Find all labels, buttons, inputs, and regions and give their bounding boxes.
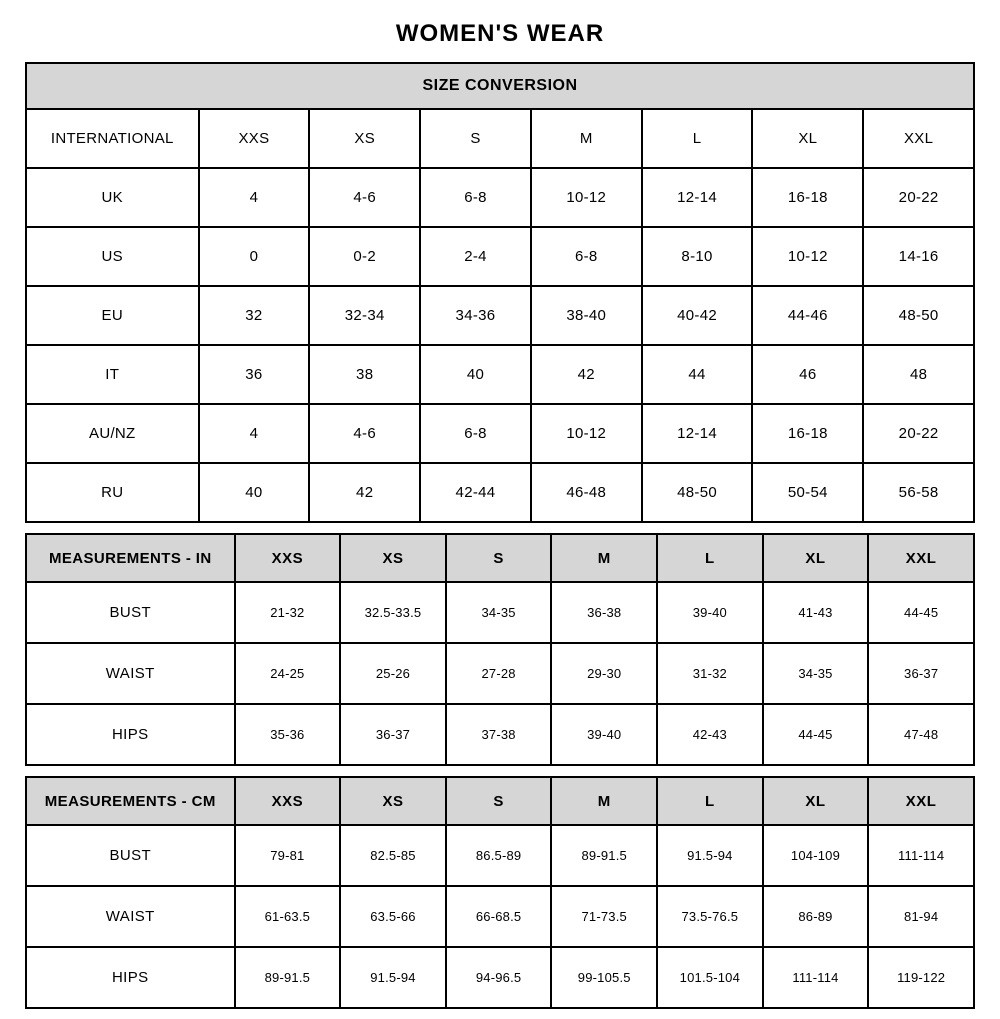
value-cell: 37-38 xyxy=(446,704,552,765)
table-row xyxy=(26,886,974,947)
size-conversion-body xyxy=(26,109,974,522)
value-cell: 2-4 xyxy=(420,227,531,286)
table-row xyxy=(26,345,974,404)
size-column-header: XL xyxy=(752,109,863,168)
value-cell: 14-16 xyxy=(863,227,974,286)
size-column-header: XS xyxy=(340,777,446,825)
value-cell: 79-81 xyxy=(235,825,341,886)
value-cell: 56-58 xyxy=(863,463,974,522)
value-cell: 42-43 xyxy=(657,704,763,765)
value-cell: 94-96.5 xyxy=(446,947,552,1008)
size-column-header: M xyxy=(531,109,642,168)
value-cell: 27-28 xyxy=(446,643,552,704)
value-cell: 44-46 xyxy=(752,286,863,345)
row-label: WAIST xyxy=(26,643,235,704)
value-cell: 34-36 xyxy=(420,286,531,345)
value-cell: 119-122 xyxy=(868,947,974,1008)
value-cell: 42-44 xyxy=(420,463,531,522)
size-column-header: XL xyxy=(763,777,869,825)
value-cell: 47-48 xyxy=(868,704,974,765)
value-cell: 50-54 xyxy=(752,463,863,522)
value-cell: 6-8 xyxy=(531,227,642,286)
row-label: RU xyxy=(26,463,199,522)
value-cell: 73.5-76.5 xyxy=(657,886,763,947)
row-label: WAIST xyxy=(26,886,235,947)
value-cell: 6-8 xyxy=(420,168,531,227)
value-cell: 6-8 xyxy=(420,404,531,463)
value-cell: 4 xyxy=(199,404,310,463)
value-cell: 16-18 xyxy=(752,168,863,227)
value-cell: 35-36 xyxy=(235,704,341,765)
row-label: AU/NZ xyxy=(26,404,199,463)
value-cell: 8-10 xyxy=(642,227,753,286)
value-cell: 89-91.5 xyxy=(235,947,341,1008)
value-cell: 101.5-104 xyxy=(657,947,763,1008)
size-column-header: XXL xyxy=(868,534,974,582)
value-cell: 32 xyxy=(199,286,310,345)
value-cell: 42 xyxy=(309,463,420,522)
value-cell: 42 xyxy=(531,345,642,404)
value-cell: 29-30 xyxy=(551,643,657,704)
row-label: HIPS xyxy=(26,947,235,1008)
value-cell: 32.5-33.5 xyxy=(340,582,446,643)
value-cell: 63.5-66 xyxy=(340,886,446,947)
value-cell: 86.5-89 xyxy=(446,825,552,886)
size-column-header: L xyxy=(642,109,753,168)
value-cell: 82.5-85 xyxy=(340,825,446,886)
value-cell: 39-40 xyxy=(551,704,657,765)
value-cell: 4-6 xyxy=(309,168,420,227)
table-row xyxy=(26,582,974,643)
value-cell: 36 xyxy=(199,345,310,404)
value-cell: 99-105.5 xyxy=(551,947,657,1008)
measurements-cm-table xyxy=(25,776,975,1009)
row-label-header: INTERNATIONAL xyxy=(26,109,199,168)
value-cell: 10-12 xyxy=(752,227,863,286)
row-label: US xyxy=(26,227,199,286)
header-row xyxy=(26,777,974,825)
size-column-header: S xyxy=(446,534,552,582)
value-cell: 32-34 xyxy=(309,286,420,345)
table-row xyxy=(26,704,974,765)
value-cell: 39-40 xyxy=(657,582,763,643)
row-label: HIPS xyxy=(26,704,235,765)
measurements-in-table xyxy=(25,533,975,766)
measurements-in-body xyxy=(26,534,974,765)
value-cell: 41-43 xyxy=(763,582,869,643)
value-cell: 48-50 xyxy=(642,463,753,522)
header-row xyxy=(26,109,974,168)
size-conversion-banner-row xyxy=(26,63,974,109)
value-cell: 44-45 xyxy=(868,582,974,643)
row-label-header: MEASUREMENTS - IN xyxy=(26,534,235,582)
size-chart-page xyxy=(25,0,975,1009)
row-label: UK xyxy=(26,168,199,227)
value-cell: 20-22 xyxy=(863,404,974,463)
value-cell: 81-94 xyxy=(868,886,974,947)
size-column-header: XXL xyxy=(863,109,974,168)
measurements-cm-body xyxy=(26,777,974,1008)
value-cell: 38-40 xyxy=(531,286,642,345)
value-cell: 104-109 xyxy=(763,825,869,886)
row-label: BUST xyxy=(26,582,235,643)
size-conversion-table xyxy=(25,62,975,523)
value-cell: 40 xyxy=(420,345,531,404)
value-cell: 91.5-94 xyxy=(657,825,763,886)
value-cell: 34-35 xyxy=(446,582,552,643)
value-cell: 44 xyxy=(642,345,753,404)
value-cell: 46 xyxy=(752,345,863,404)
value-cell: 71-73.5 xyxy=(551,886,657,947)
value-cell: 111-114 xyxy=(868,825,974,886)
table-row xyxy=(26,825,974,886)
row-label: BUST xyxy=(26,825,235,886)
value-cell: 89-91.5 xyxy=(551,825,657,886)
size-column-header: M xyxy=(551,534,657,582)
value-cell: 24-25 xyxy=(235,643,341,704)
size-column-header: XXL xyxy=(868,777,974,825)
size-column-header: XXS xyxy=(235,534,341,582)
value-cell: 0-2 xyxy=(309,227,420,286)
table-row xyxy=(26,227,974,286)
value-cell: 48-50 xyxy=(863,286,974,345)
value-cell: 48 xyxy=(863,345,974,404)
value-cell: 0 xyxy=(199,227,310,286)
value-cell: 10-12 xyxy=(531,404,642,463)
value-cell: 86-89 xyxy=(763,886,869,947)
value-cell: 61-63.5 xyxy=(235,886,341,947)
value-cell: 4 xyxy=(199,168,310,227)
value-cell: 44-45 xyxy=(763,704,869,765)
value-cell: 91.5-94 xyxy=(340,947,446,1008)
value-cell: 66-68.5 xyxy=(446,886,552,947)
table-row xyxy=(26,404,974,463)
value-cell: 25-26 xyxy=(340,643,446,704)
table-row xyxy=(26,168,974,227)
value-cell: 36-37 xyxy=(868,643,974,704)
value-cell: 16-18 xyxy=(752,404,863,463)
value-cell: 46-48 xyxy=(531,463,642,522)
size-column-header: L xyxy=(657,534,763,582)
size-column-header: XXS xyxy=(235,777,341,825)
table-row xyxy=(26,286,974,345)
size-column-header: S xyxy=(446,777,552,825)
value-cell: 31-32 xyxy=(657,643,763,704)
value-cell: 36-37 xyxy=(340,704,446,765)
size-column-header: XS xyxy=(340,534,446,582)
size-column-header: S xyxy=(420,109,531,168)
table-row xyxy=(26,947,974,1008)
value-cell: 4-6 xyxy=(309,404,420,463)
value-cell: 12-14 xyxy=(642,404,753,463)
table-row xyxy=(26,643,974,704)
value-cell: 111-114 xyxy=(763,947,869,1008)
size-column-header: XS xyxy=(309,109,420,168)
value-cell: 34-35 xyxy=(763,643,869,704)
page-title: WOMEN'S WEAR xyxy=(395,20,605,47)
size-column-header: XXS xyxy=(199,109,310,168)
size-column-header: XL xyxy=(763,534,869,582)
row-label: IT xyxy=(26,345,199,404)
value-cell: 20-22 xyxy=(863,168,974,227)
size-conversion-title: SIZE CONVERSION xyxy=(26,63,974,109)
value-cell: 40-42 xyxy=(642,286,753,345)
value-cell: 12-14 xyxy=(642,168,753,227)
value-cell: 40 xyxy=(199,463,310,522)
size-column-header: M xyxy=(551,777,657,825)
value-cell: 38 xyxy=(309,345,420,404)
row-label: EU xyxy=(26,286,199,345)
value-cell: 36-38 xyxy=(551,582,657,643)
value-cell: 10-12 xyxy=(531,168,642,227)
row-label-header: MEASUREMENTS - CM xyxy=(26,777,235,825)
table-row xyxy=(26,463,974,522)
header-row xyxy=(26,534,974,582)
size-column-header: L xyxy=(657,777,763,825)
value-cell: 21-32 xyxy=(235,582,341,643)
